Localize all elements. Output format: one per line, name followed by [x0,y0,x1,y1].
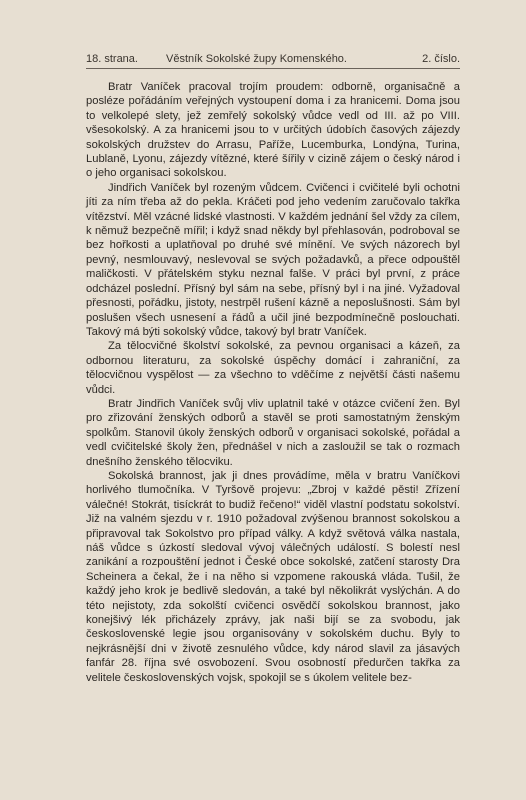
journal-title: Věstník Sokolské župy Komenského. [166,53,347,65]
paragraph: Jindřich Vaníček byl rozeným vůdcem. Cvičenci i cvičitelé byli ochotni jíti za ním třeba až do pekla. Kráčeti pod jeho vedením zaručovalo takřka vítězství. Měl vzácné lidské vlastnosti. V každém jednání šel vždy za cílem, k němuž bezpečně mířil; i když snad někdy byl přehlasován, podroboval se bez hořkosti a uplatňoval po druhé své mínění. Ve svých názorech byl pevný, nesmlouvavý, neslevoval se svých požadavků, a přece odpouštěl maličkosti. V přátelském styku neznal falše. V práci byl první, z práce odcházel poslední. Přísný byl sám na sebe, přísný byl i na jiné. Vyžadoval přesnosti, pořádku, jistoty, nestrpěl rušení kázně a neposlušnosti. Sám byl poslušen všech usnesení a řádů a učil jiné bezpodmínečně poslouchati. Takový má býti sokolský vůdce, takový byl bratr Vaníček. [86,181,460,338]
paragraph: Sokolská brannost, jak ji dnes provádíme, měla v bratru Vaníčkovi horlivého tlumočníka. V Tyršově projevu: „Zbroj v každé pěsti! Zřízení válečné! Stokrát, tisíckrát to budiž řečeno!“ viděl vlastní podstatu sokolství. Již na valném sjezdu v r. 1910 požadoval zvýšenou brannost sokolskou a připravoval tak Sokolstvo pro případ války. A když světová válka nastala, náš vůdce s úzkostí sledoval vývoj válečných událostí. S bolestí nesl zanikání a rozpouštění jednot i České obce sokolské, zatčení starosty Dra Scheinera a čekal, že i na něho si vzpomene rakouská vláda. Tušil, že každý jeho krok je bedlivě sledován, a také byl několikrát vyslýchán. A do této nejistoty, zda sokolští cvičenci osvědčí sokolskou brannost, jako konejšivý lék přicházely zprávy, jak naši bijí se za svobodu, jak československé legie jsou organisovány v sokolském duchu. Byly to nejkrásnější dni v životě zesnulého vůdce, kdy národ slavil za jásavých fanfár 28. října své osvobození. Svou osobností předurčen takřka za velitele československých vojsk, spokojil se s úkolem velitele bez- [86,469,460,684]
paragraph: Bratr Vaníček pracoval trojím proudem: odborně, organisačně a posléze pořádáním veřejných vystoupení doma i za hranicemi. Doma jsou to velkolepé slety, jež zemřelý sokolský vůdce vedl od III. až po VIII. všesokolský. A za hranicemi jsou to v určitých údobích časových zájezdy sokolských družstev do Arrasu, Paříže, Lucemburka, Londýna, Turina, Lublaně, Lyonu, zájezdy vítězné, které šířily v cizině zájem o český národ i o jeho organisaci sokolskou. [86,81,460,180]
paragraph: Bratr Jindřich Vaníček svůj vliv uplatnil také v otázce cvičení žen. Byl pro zřizování ženských odborů a stavěl se proti samostatným ženským spolkům. Stanovil úkoly ženských odborů v organisaci sokolské, pořádal a vedl cvičitelské školy žen, přednášel v nich a zasloužil se tak o rozmach dnešního ženského tělocviku. [86,397,460,468]
issue-label: 2. číslo. [422,53,460,65]
paragraph: Za tělocvičné školství sokolské, za pevnou organisaci a kázeň, za odbornou literaturu, za sokolské úspěchy domácí i zahraniční, za tělocvičnou vyspělost — za všechno to vděčíme z největší části našemu vůdci. [86,340,460,396]
page-number-label: 18. strana. [86,53,138,65]
article-body [86,80,460,685]
header-rule [86,68,460,69]
